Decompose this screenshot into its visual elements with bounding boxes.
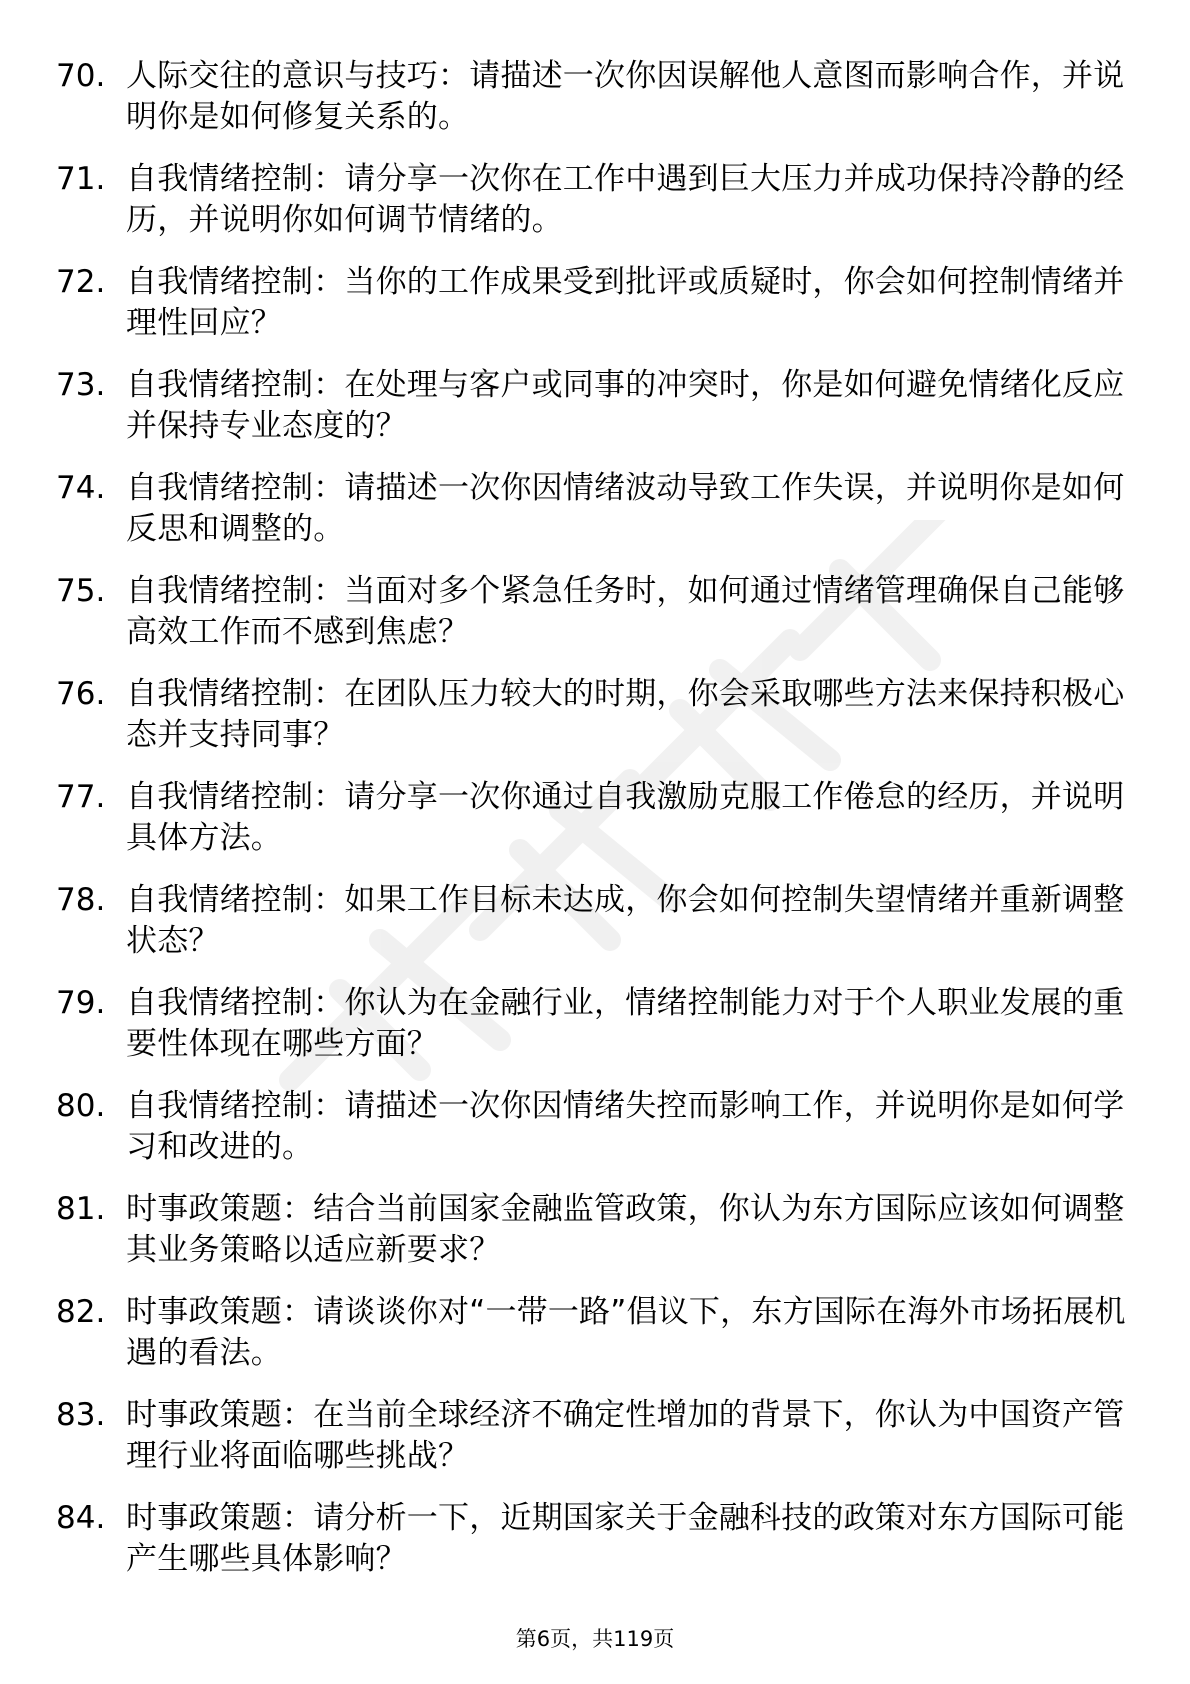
question-list — [0, 56, 1190, 1601]
question-text: 时事政策题：结合当前国家金融监管政策，你认为东方国际应该如何调整其业务策略以适应新要求？ — [126, 1191, 1125, 1268]
question-text: 时事政策题：请谈谈你对“一带一路”倡议下，东方国际在海外市场拓展机遇的看法。 — [126, 1294, 1126, 1371]
question-item — [0, 1498, 1190, 1601]
question-text: 自我情绪控制：请描述一次你因情绪失控而影响工作，并说明你是如何学习和改进的。 — [126, 1088, 1125, 1165]
question-number: 74. — [56, 470, 106, 506]
question-text: 人际交往的意识与技巧：请描述一次你因误解他人意图而影响合作，并说明你是如何修复关系的。 — [126, 58, 1125, 135]
question-text: 自我情绪控制：请分享一次你在工作中遇到巨大压力并成功保持冷静的经历，并说明你如何调节情绪的。 — [126, 161, 1125, 238]
question-item — [0, 571, 1190, 674]
question-number: 75. — [56, 573, 106, 609]
question-item — [0, 1086, 1190, 1189]
question-item — [0, 983, 1190, 1086]
question-number: 72. — [56, 264, 106, 300]
question-item — [0, 674, 1190, 777]
question-number: 80. — [56, 1088, 106, 1124]
question-text: 自我情绪控制：当面对多个紧急任务时，如何通过情绪管理确保自己能够高效工作而不感到焦虑？ — [126, 573, 1125, 650]
question-item — [0, 880, 1190, 983]
question-item — [0, 262, 1190, 365]
question-item — [0, 56, 1190, 159]
question-text: 自我情绪控制：在团队压力较大的时期，你会采取哪些方法来保持积极心态并支持同事？ — [126, 676, 1125, 753]
question-number: 81. — [56, 1191, 106, 1227]
question-number: 73. — [56, 367, 106, 403]
question-text: 自我情绪控制：你认为在金融行业，情绪控制能力对于个人职业发展的重要性体现在哪些方面？ — [126, 985, 1125, 1062]
question-item — [0, 365, 1190, 468]
question-item — [0, 777, 1190, 880]
question-number: 71. — [56, 161, 106, 197]
question-text: 自我情绪控制：如果工作目标未达成，你会如何控制失望情绪并重新调整状态？ — [126, 882, 1125, 959]
question-text: 时事政策题：请分析一下，近期国家关于金融科技的政策对东方国际可能产生哪些具体影响？ — [126, 1500, 1125, 1577]
question-item — [0, 1189, 1190, 1292]
question-number: 82. — [56, 1294, 106, 1330]
question-number: 83. — [56, 1397, 106, 1433]
question-number: 78. — [56, 882, 106, 918]
question-number: 77. — [56, 779, 106, 815]
question-item — [0, 1292, 1190, 1395]
question-item — [0, 159, 1190, 262]
question-item — [0, 468, 1190, 571]
question-text: 自我情绪控制：请描述一次你因情绪波动导致工作失误，并说明你是如何反思和调整的。 — [126, 470, 1125, 547]
question-number: 79. — [56, 985, 106, 1021]
question-number: 84. — [56, 1500, 106, 1536]
question-number: 70. — [56, 58, 106, 94]
page-number-footer: 第6页，共119页 — [515, 1627, 675, 1651]
question-text: 时事政策题：在当前全球经济不确定性增加的背景下，你认为中国资产管理行业将面临哪些挑战？ — [126, 1397, 1125, 1474]
question-text: 自我情绪控制：当你的工作成果受到批评或质疑时，你会如何控制情绪并理性回应？ — [126, 264, 1125, 341]
question-item — [0, 1395, 1190, 1498]
question-number: 76. — [56, 676, 106, 712]
question-text: 自我情绪控制：请分享一次你通过自我激励克服工作倦怠的经历，并说明具体方法。 — [126, 779, 1125, 856]
question-text: 自我情绪控制：在处理与客户或同事的冲突时，你是如何避免情绪化反应并保持专业态度的？ — [126, 367, 1125, 444]
